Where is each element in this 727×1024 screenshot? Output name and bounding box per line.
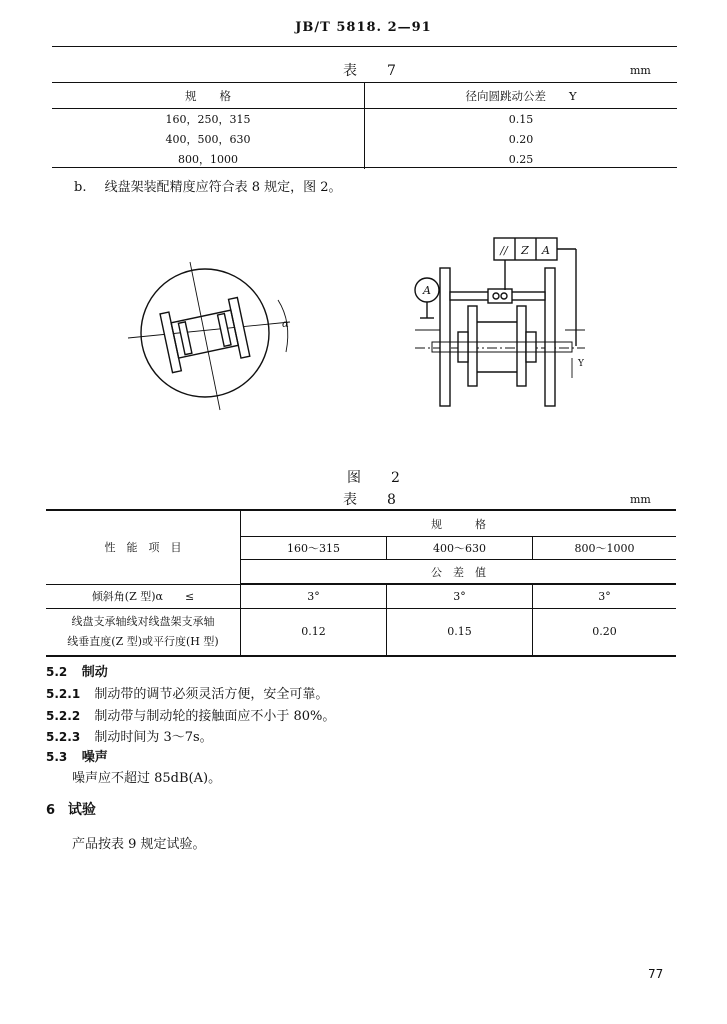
table-cell: 160，250，315 [52, 109, 365, 130]
table8-row-label [46, 608, 241, 656]
table8-caption: 表 8 [343, 492, 404, 508]
table8-spec-col: 800～1000 [533, 537, 677, 560]
section-number: 5.3 [46, 750, 68, 764]
section-text: 制动带的调节必须灵活方便，安全可靠。 [94, 687, 329, 702]
table8-row-label-line1: 线盘支承轴线对线盘架支承轴 [71, 614, 215, 628]
section-number: 6 [46, 803, 56, 818]
table-cell: 0.25 [508, 152, 534, 166]
table-cell: 3° [241, 584, 387, 608]
table8-unit: mm [630, 493, 651, 506]
section-text: 制动带与制动轮的接触面应不小于 80%。 [94, 709, 336, 724]
table-cell: 400，500，630 [52, 129, 365, 149]
section-5-3-text: 噪声应不超过 85dB(A)。 [72, 771, 222, 786]
table-cell: 3° [387, 584, 533, 608]
frame-z-letter: Z [521, 244, 529, 257]
para-b-text: 线盘架装配精度应符合表 8 规定，图 2。 [104, 180, 342, 195]
table-row [46, 584, 676, 608]
reel-outline-circle [141, 269, 269, 397]
table-header-row [46, 510, 676, 537]
table-cell: 0.15 [387, 608, 533, 656]
table8-header-tolerance: 公 差 值 [241, 560, 677, 585]
section-number: 5.2 [46, 665, 68, 679]
para-b-marker: b. [74, 180, 87, 195]
figure2-caption: 图 2 [347, 470, 408, 486]
table-cell: 800，1000 [52, 149, 365, 169]
page-header: JB/T 5818. 2—91 [295, 20, 432, 35]
frame-a-letter: A [542, 244, 550, 257]
table8 [46, 509, 676, 657]
table8-spec-col: 160～315 [241, 537, 387, 560]
section-number: 5.2.1 [46, 687, 81, 701]
section-number: 5.2.3 [46, 730, 81, 744]
section-5-2-1 [46, 683, 328, 702]
page-number: 77 [648, 967, 664, 981]
table-cell: 0.15 [508, 112, 534, 126]
section-5-3 [46, 746, 108, 765]
section-title: 噪声 [81, 750, 108, 765]
table7-caption: 表 7 [343, 63, 404, 79]
section-number: 5.2.2 [46, 709, 81, 723]
table8-row-label-line2: 线垂直度(Z 型)或平行度(H 型) [67, 634, 219, 648]
section-5-2 [46, 661, 108, 680]
table8-row-label: 倾斜角(Z 型)α ≤ [46, 584, 241, 608]
table7-header-tolerance: 径向圆跳动公差 Y [365, 83, 678, 109]
frame-parallel-symbol: // [500, 244, 508, 257]
table8-spec-col: 400～630 [387, 537, 533, 560]
table-cell: 0.20 [533, 608, 677, 656]
section-5-2-2 [46, 705, 335, 724]
table7-unit: mm [630, 64, 651, 77]
table-cell: 0.20 [508, 132, 534, 146]
table-cell: 0.12 [241, 608, 387, 656]
reel-stand-side-view [415, 238, 585, 406]
table7-header-spec: 规 格 [52, 83, 365, 109]
section-6-text: 产品按表 9 规定试验。 [72, 837, 206, 852]
section-title: 试验 [67, 802, 96, 818]
section-6 [46, 799, 96, 819]
dim-y-label: Y [578, 359, 584, 369]
section-5-2-3 [46, 726, 213, 745]
table8-header-item: 性 能 项 目 [46, 510, 241, 584]
table-cell: 3° [533, 584, 677, 608]
datum-a-label: A [423, 284, 431, 297]
section-title: 制动 [81, 665, 108, 680]
figure2-drawing [0, 0, 727, 470]
alpha-label: α [282, 319, 289, 330]
section-text: 制动时间为 3～7s。 [94, 730, 213, 745]
table8-header-spec: 规 格 [241, 510, 677, 537]
table-row [46, 608, 676, 656]
